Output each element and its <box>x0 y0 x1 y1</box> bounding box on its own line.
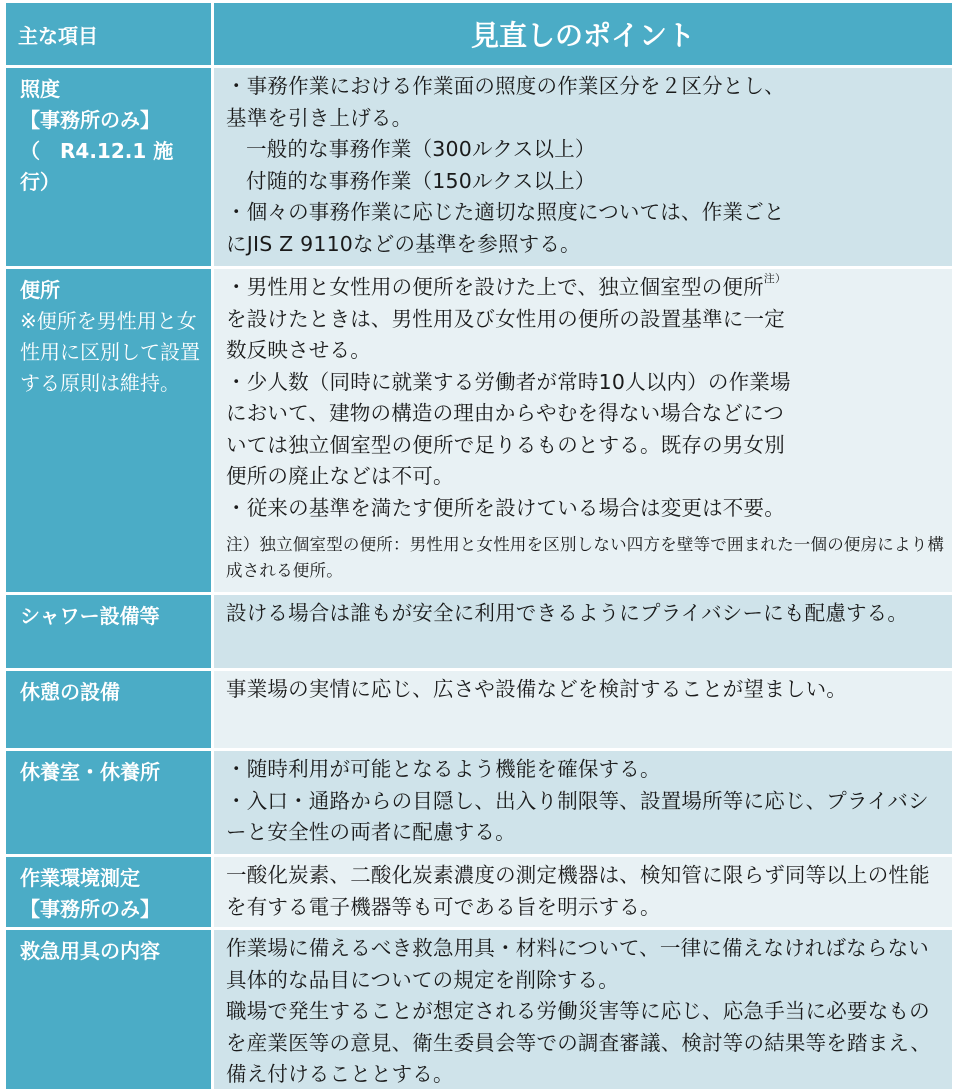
row-firstaid-label <box>6 930 214 1089</box>
toilet-line: ・少人数（同時に就業する労働者が常時10人以内）の作業場 <box>226 369 791 394</box>
toilet-line: 数反映させる。 <box>226 338 371 362</box>
lighting-line: 付随的な事務作業（150ルクス以上） <box>246 168 596 193</box>
measurement-office-only: 【事務所のみ】 <box>20 897 160 921</box>
footnote-marker: 注） <box>763 272 787 285</box>
row-shower-label <box>6 595 214 668</box>
toilet-line: いては独立個室型の便所で足りるものとする。既存の男女別 <box>226 432 785 457</box>
row-shower-points <box>214 595 952 668</box>
row-rest-label <box>6 671 214 748</box>
shower-text: 設ける場合は誰もが安全に利用できるようにプライバシーにも配慮する。 <box>226 601 909 625</box>
row-recuperation-points <box>214 751 952 854</box>
row-measurement-label <box>6 857 214 927</box>
measurement-title: 作業環境測定 <box>20 866 140 890</box>
row-firstaid-points <box>214 930 952 1089</box>
row-measurement-points <box>214 857 952 927</box>
rest-title: 休憩の設備 <box>20 680 120 704</box>
firstaid-line: 職場で発生することが想定される労働災害等に応じ、応急手当に必要なものを産業医等の意見、衛生委員会等での調査審議、検討等の結果等を踏まえ、備え付けることとする。 <box>226 999 932 1086</box>
row-toilet-label <box>6 269 214 592</box>
firstaid-line: 作業場に備えるべき救急用具・材料について、一律に備えなければならない具体的な品目についての規定を削除する。 <box>226 936 929 992</box>
recuperation-line: ・随時利用が可能となるよう機能を確保する。 <box>226 757 661 781</box>
lighting-line: にJIS Z 9110などの基準を参照する。 <box>226 231 581 256</box>
lighting-effective-date: （ R4.12.1 施行） <box>20 139 174 194</box>
lighting-office-only: 【事務所のみ】 <box>20 108 160 132</box>
header-item-column: 主な項目 <box>6 3 214 65</box>
lighting-line: ・個々の事務作業に応じた適切な照度については、作業ごと <box>226 200 785 224</box>
recuperation-line: ・入口・通路からの目隠し、出入り制限等、設置場所等に応じ、プライバシーと安全性の両者に配慮する。 <box>226 788 929 844</box>
row-lighting-points <box>214 68 952 266</box>
row-lighting-label <box>6 68 214 266</box>
row-toilet-points <box>214 269 952 592</box>
row-recuperation-label <box>6 751 214 854</box>
toilet-footnote: 注）独立個室型の便所：男性用と女性用を区別しない四方を壁等で囲まれた一個の便房により構成される便所。 <box>226 535 945 580</box>
toilet-line: において、建物の構造の理由からやむを得ない場合などにつ <box>226 401 785 425</box>
header-points-column: 見直しのポイント <box>214 3 952 65</box>
toilet-title: 便所 <box>20 278 60 302</box>
firstaid-title: 救急用具の内容 <box>20 939 160 963</box>
toilet-line: ・男性用と女性用の便所を設けた上で、独立個室型の便所$^{注)}$ <box>226 272 787 299</box>
toilet-line: を設けたときは、男性用及び女性用の便所の設置基準に一定 <box>226 306 785 331</box>
shower-title: シャワー設備等 <box>20 604 160 628</box>
toilet-line: ・従来の基準を満たす便所を設けている場合は変更は不要。 <box>226 495 785 520</box>
row-rest-points <box>214 671 952 748</box>
lighting-title: 照度 <box>20 77 60 101</box>
lighting-line: ・事務作業における作業面の照度の作業区分を２区分とし、 <box>226 74 785 98</box>
lighting-line: 一般的な事務作業（300ルクス以上） <box>246 137 596 161</box>
recuperation-title: 休養室・休養所 <box>20 760 160 784</box>
toilet-note: ※便所を男性用と女性用に区別して設置する原則は維持。 <box>20 309 200 395</box>
lighting-line: 基準を引き上げる。 <box>226 105 413 130</box>
measurement-text: 一酸化炭素、二酸化炭素濃度の測定機器は、検知管に限らず同等以上の性能を有する電子機器等も可である旨を明示する。 <box>226 863 930 919</box>
rest-text: 事業場の実情に応じ、広さや設備などを検討することが望ましい。 <box>226 677 847 701</box>
toilet-line: 便所の廃止などは不可。 <box>226 464 454 488</box>
revision-table <box>6 3 952 1089</box>
